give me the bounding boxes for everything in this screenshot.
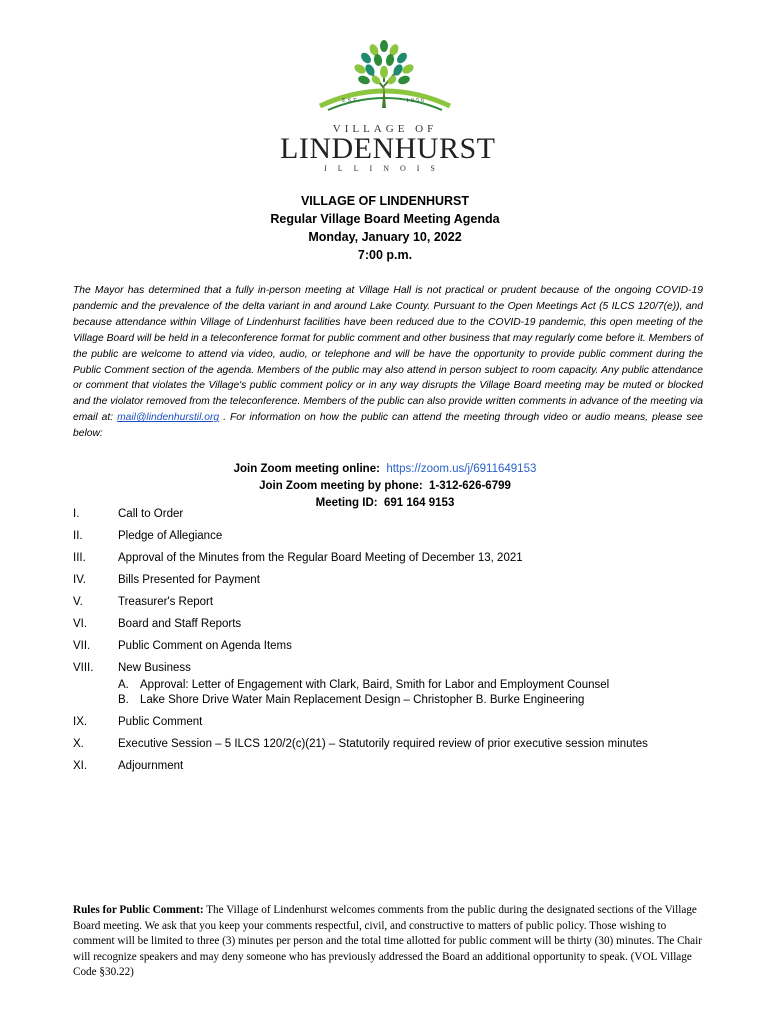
zoom-id-value: 691 164 9153 xyxy=(384,497,455,509)
header-village: VILLAGE OF LINDENHURST xyxy=(300,194,470,208)
agenda-label: Approval of the Minutes from the Regular Board Meeting of December 13, 2021 xyxy=(118,552,523,564)
rules-text: The Village of Lindenhurst welcomes comments from the public during the designated sections of the Village Board meeting. We ask that you keep your comments respectful, civil, and constructive to matters of public policy. Those wishing to comment will be limited to three (3) minutes per person and the total time allotted for public comment will be thirty (30) minutes. The Chair will recognize speakers and may deny someone who has previously addressed the Board an additional opportunity to speak. (VOL Village Code §30.22) xyxy=(73,904,702,978)
agenda-number: IX. xyxy=(73,716,88,728)
subitem-letter: B. xyxy=(118,694,129,706)
agenda-number: V. xyxy=(73,596,83,608)
new-business-subitems xyxy=(118,678,713,708)
intro-text-after: . For information on how the public can attend the meeting through video or audio means, please see below: xyxy=(73,412,703,440)
zoom-phone-number: 1-312-626-6799 xyxy=(429,480,511,492)
zoom-info xyxy=(0,461,770,512)
subitem-letter: A. xyxy=(118,679,129,691)
zoom-phone-line xyxy=(0,478,770,495)
agenda-label: Treasurer's Report xyxy=(118,596,214,608)
agenda-label: Board and Staff Reports xyxy=(118,618,242,630)
agenda-label: Public Comment xyxy=(118,716,203,728)
subitem xyxy=(118,693,713,708)
agenda-item xyxy=(73,574,713,596)
agenda-item xyxy=(73,640,713,662)
header-date: Monday, January 10, 2022 xyxy=(308,230,462,244)
agenda-item xyxy=(73,716,713,738)
intro-text: The Mayor has determined that a fully in-person meeting at Village Hall is not practical or prudent because of the ongoing COVID-19 pandemic and the prevalence of the delta variant in and around Lake County. Pursuant to the Open Meetings Act (5 ILCS 120/7(e)), and because attendance within Village of Lindenhurst facilities have been reduced due to the COVID-19 pandemic, this open meeting of the Village Board will be held in a teleconference format for public comment and other business that may regularly come before it. Members of the public are welcome to attend via video, audio, or telephone and will be have the opportunity to provide public comment during the Public Comment section of the agenda. Members of the public may also attend in person subject to room capacity. Any public attendance or comment that violates the Village's public comment policy or in any way disrupts the Village Board meeting may be muted or blocked and the violator removed from the teleconference. Members of the public can also provide written comments in advance of the meeting via email at: xyxy=(73,285,703,424)
est-year: 1956 xyxy=(406,98,426,104)
tree-icon xyxy=(280,36,490,126)
est-label: EST. xyxy=(342,98,362,104)
agenda-item xyxy=(73,530,713,552)
subitem-label: Approval: Letter of Engagement with Clark, Baird, Smith for Labor and Employment Counsel xyxy=(140,679,610,691)
agenda-item xyxy=(73,738,713,760)
village-logo xyxy=(280,36,496,176)
agenda-number: XI. xyxy=(73,760,88,772)
agenda-item xyxy=(73,760,713,782)
agenda-number: VI. xyxy=(73,618,88,630)
agenda-label: Bills Presented for Payment xyxy=(118,574,260,586)
zoom-online-line xyxy=(0,461,770,478)
agenda-number: I. xyxy=(73,508,80,520)
agenda-label: Executive Session – 5 ILCS 120/2(c)(21) – Statutorily required review of prior executive session minutes xyxy=(118,738,648,750)
agenda-number: II. xyxy=(73,530,83,542)
zoom-online-label: Join Zoom meeting online: xyxy=(233,463,380,475)
agenda-label: Adjournment xyxy=(118,760,184,772)
logo-state: ILLINOIS xyxy=(324,164,446,173)
email-link[interactable]: mail@lindenhurstil.org xyxy=(117,412,220,424)
logo-village-name: LINDENHURST xyxy=(280,132,496,165)
agenda-list xyxy=(73,508,713,782)
agenda-item xyxy=(73,552,713,574)
agenda-item xyxy=(73,508,713,530)
agenda-label: Public Comment on Agenda Items xyxy=(118,640,292,652)
header-time: 7:00 p.m. xyxy=(357,248,413,262)
header-meeting-type: Regular Village Board Meeting Agenda xyxy=(270,212,500,226)
agenda-label: Call to Order xyxy=(118,508,184,520)
zoom-online-link[interactable]: https://zoom.us/j/6911649153 xyxy=(386,463,537,475)
public-comment-rules xyxy=(73,903,703,981)
agenda-label: New Business xyxy=(118,662,191,674)
agenda-number: III. xyxy=(73,552,86,564)
rules-title: Rules for Public Comment: xyxy=(73,904,204,916)
agenda-item xyxy=(73,618,713,640)
logo-village-of: VILLAGE OF xyxy=(332,123,438,135)
agenda-item xyxy=(73,596,713,618)
zoom-phone-label: Join Zoom meeting by phone: xyxy=(259,480,423,492)
zoom-id-label: Meeting ID: xyxy=(315,497,378,509)
agenda-number: VII. xyxy=(73,640,91,652)
agenda-header xyxy=(0,192,770,264)
subitem-label: Lake Shore Drive Water Main Replacement Design – Christopher B. Burke Engineering xyxy=(140,694,585,706)
agenda-number: VIII. xyxy=(73,662,94,674)
agenda-number: X. xyxy=(73,738,84,750)
intro-paragraph xyxy=(73,283,703,442)
agenda-number: IV. xyxy=(73,574,87,586)
subitem xyxy=(118,678,713,693)
agenda-label: Pledge of Allegiance xyxy=(118,530,223,542)
